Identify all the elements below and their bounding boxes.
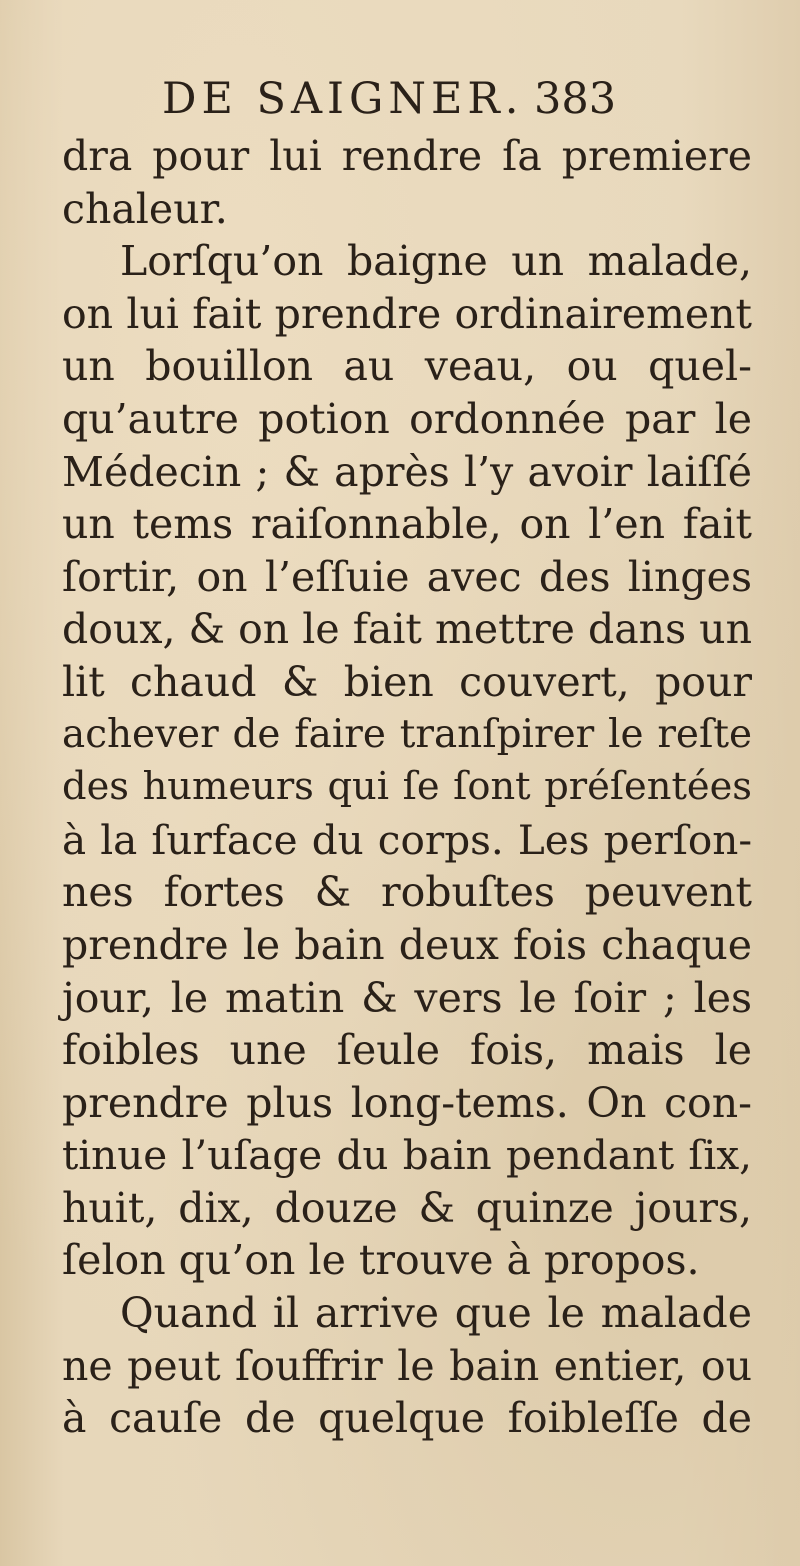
text-line: chaleur. <box>62 184 228 233</box>
text-line: ne peut ſouffrir le bain entier, ou <box>62 1341 752 1390</box>
text-line: Lorſqu’on baigne un malade, <box>120 237 752 286</box>
text-line: à la ſurface du corps. Les perſon- <box>62 815 752 864</box>
text-line: tinue l’uſage du bain pendant ſix, <box>62 1131 752 1180</box>
text-line: un tems raiſonnable, on l’en fait <box>62 500 752 549</box>
text-line: on lui fait prendre ordinairement <box>62 289 752 338</box>
text-line: Quand il arrive que le malade <box>120 1289 752 1338</box>
text-line: prendre le bain deux fois chaque <box>62 920 752 969</box>
text-line: nes fortes & robuſtes peuvent <box>62 868 752 917</box>
text-line: lit chaud & bien couvert, pour <box>62 657 752 706</box>
text-line: qu’autre potion ordonnée par le <box>62 394 752 443</box>
running-head: DE SAIGNER. <box>162 74 524 124</box>
text-line: ſortir, on l’eſſuie avec des linges <box>62 552 752 601</box>
text-line: Médecin ; & après l’y avoir laiſſé <box>62 447 752 496</box>
page-number: 383 <box>534 74 617 124</box>
text-line: jour, le matin & vers le ſoir ; les <box>62 973 752 1022</box>
text-line: dra pour lui rendre ſa premiere <box>62 132 752 180</box>
text-line: à cauſe de quelque foibleſſe de <box>62 1394 752 1443</box>
text-line: huit, dix, douze & quinze jours, <box>62 1183 752 1232</box>
text-line: des humeurs qui ſe ſont préſentées <box>62 764 752 810</box>
body-text <box>62 130 752 1445</box>
text-line: foibles une ſeule fois, mais le <box>62 1026 752 1075</box>
text-line: ſelon qu’on le trouve à propos. <box>62 1236 700 1285</box>
text-line: prendre plus long-tems. On con- <box>62 1078 752 1127</box>
text-line: un bouillon au veau, ou quel- <box>62 342 752 391</box>
page-header <box>162 72 682 126</box>
text-line: achever de faire tranſpirer le reſte <box>62 711 752 757</box>
text-line: doux, & on le fait mettre dans un <box>62 605 752 654</box>
